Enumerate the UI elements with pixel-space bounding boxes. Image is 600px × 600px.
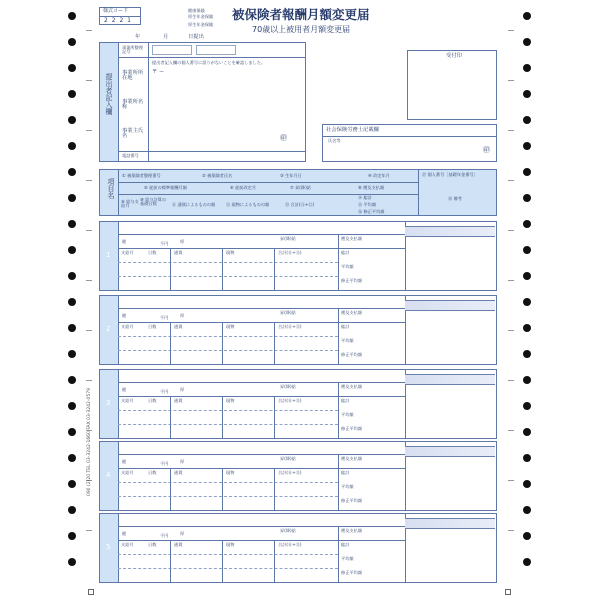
sharoushi-box: [322, 124, 497, 162]
header-revision-month: ④ 改定年月: [368, 173, 390, 178]
adjusted-average-label: 修正平均額: [341, 426, 362, 431]
average-label: 平均額: [341, 484, 354, 489]
insurance-type-1: 健康保険: [188, 8, 205, 13]
goods-label: 現物: [226, 542, 235, 547]
personal-number-strip-2: [405, 300, 495, 311]
header-currency: ⑪ 通貨によるものの額: [172, 202, 216, 207]
reception-stamp-label: 受付印: [446, 53, 462, 59]
kenpo-label: 健: [122, 239, 127, 244]
kounen-label: 厚: [180, 387, 185, 392]
insurance-type-2: 厚生年金保険: [188, 14, 214, 19]
personal-number-strip-4: [405, 446, 495, 457]
personal-number-strip-5: [405, 518, 495, 529]
record-number: 2: [106, 325, 111, 333]
currency-label: 通貨: [174, 470, 183, 475]
record-number: 1: [106, 251, 111, 259]
grand-total-label: 総計: [341, 398, 350, 403]
retro-label: 遡及支払額: [341, 456, 362, 461]
goods-label: 現物: [226, 250, 235, 255]
adjusted-average-label: 修正平均額: [341, 570, 362, 575]
header-birthdate: ③ 生年月日: [280, 173, 302, 178]
grand-total-label: 総計: [341, 470, 350, 475]
header-retro: ⑧ 遡及支払額: [358, 185, 385, 190]
date-day-label: 日提出: [188, 34, 204, 40]
office-number-label: 事業所整理記号: [122, 45, 143, 55]
header-total: ⑬ 合計(⑪+⑫): [285, 202, 315, 207]
total-label: 合計(⑪+⑫): [278, 470, 302, 475]
total-label: 合計(⑪+⑫): [278, 542, 302, 547]
header-raise: ⑦ 昇(降)給: [290, 185, 311, 190]
header-insured-name: ② 被保険者氏名: [202, 173, 233, 178]
total-label: 合計(⑪+⑫): [278, 324, 302, 329]
corner-square-right: [505, 589, 511, 595]
raise-label: 昇(降)給: [280, 456, 296, 461]
personal-number-strip-1: [405, 226, 495, 237]
raise-label: 昇(降)給: [280, 236, 296, 241]
senen-label: 千円: [160, 533, 169, 538]
average-label: 平均額: [341, 264, 354, 269]
pay-month-label: 支給月: [121, 324, 134, 329]
currency-label: 通貨: [174, 398, 183, 403]
header-prev-revision: ⑥ 従前改定月: [230, 185, 257, 190]
pay-month-label: 支給月: [121, 470, 134, 475]
sharoushi-seal-mark: ㊞: [483, 146, 490, 154]
form-code-label: 様式コード: [103, 8, 129, 14]
sharoushi-label: 社会保険労務士記載欄: [326, 127, 379, 133]
retro-label: 遡及支払額: [341, 528, 362, 533]
kenpo-label: 健: [122, 459, 127, 464]
form-title: 被保険者報酬月額変更届: [232, 7, 370, 22]
kounen-label: 厚: [180, 239, 185, 244]
reception-stamp-box: [407, 50, 497, 120]
sharoushi-name-label: 氏名等: [328, 138, 341, 143]
form-subtitle: 70歳以上被用者月額変更届: [252, 25, 351, 34]
form-code-value: 2 2 2 1: [104, 17, 132, 24]
base-days-label: 日数: [148, 470, 157, 475]
average-label: 平均額: [341, 556, 354, 561]
pay-month-label: 支給月: [121, 250, 134, 255]
grand-total-label: 総計: [341, 542, 350, 547]
corner-square-left: [88, 589, 94, 595]
raise-label: 昇(降)給: [280, 384, 296, 389]
owner-name-label: 事業主氏名: [122, 128, 144, 140]
phone-label: 電話番号: [122, 153, 139, 158]
currency-label: 通貨: [174, 542, 183, 547]
date-year-label: 年: [135, 34, 141, 40]
pay-month-label: 支給月: [121, 542, 134, 547]
header-prev-standard: ⑤ 従前の標準報酬月額: [144, 185, 187, 190]
base-days-label: 日数: [148, 542, 157, 547]
total-label: 合計(⑪+⑫): [278, 398, 302, 403]
retro-label: 遡及支払額: [341, 310, 362, 315]
kenpo-label: 健: [122, 313, 127, 318]
header-adjusted-average: ⑯ 修正平均額: [358, 209, 385, 214]
record-number: 5: [106, 543, 111, 551]
record-number: 4: [106, 471, 111, 479]
office-address-label: 事業所所在地: [122, 70, 144, 82]
postal-mark: 〒 ー: [152, 69, 165, 75]
raise-label: 昇(降)給: [280, 310, 296, 315]
average-label: 平均額: [341, 412, 354, 417]
currency-label: 通貨: [174, 324, 183, 329]
senen-label: 千円: [160, 241, 169, 246]
base-days-label: 日数: [148, 250, 157, 255]
adjusted-average-label: 修正平均額: [341, 498, 362, 503]
date-month-label: 月: [163, 34, 169, 40]
header-base-days: ⑩ 給与計算の基礎日数: [140, 197, 167, 207]
item-header-label: 項目名: [107, 178, 115, 199]
goods-label: 現物: [226, 398, 235, 403]
raise-label: 昇(降)給: [280, 528, 296, 533]
header-pay-month: ⑨ 給与支給月: [121, 199, 139, 209]
base-days-label: 日数: [148, 324, 157, 329]
goods-label: 現物: [226, 470, 235, 475]
header-insured-number: ① 被保険者整理番号: [122, 173, 161, 178]
kounen-label: 厚: [180, 531, 185, 536]
retro-label: 遡及支払額: [341, 384, 362, 389]
senen-label: 千円: [160, 389, 169, 394]
insurance-type-3: 厚生年金保険: [188, 22, 214, 27]
header-grand-total: ⑭ 総計: [358, 195, 372, 200]
total-label: 合計(⑪+⑫): [278, 250, 302, 255]
grand-total-label: 総計: [341, 250, 350, 255]
kounen-label: 厚: [180, 313, 185, 318]
header-personal-number: ⑰ 個人番号［基礎年金番号］: [422, 172, 478, 177]
adjusted-average-label: 修正平均額: [341, 278, 362, 283]
kenpo-label: 健: [122, 531, 127, 536]
header-table: [99, 169, 497, 216]
form-code-box: [99, 7, 141, 25]
office-name-label: 事業所名称: [122, 99, 144, 111]
applicant-section-label: 提出者記入欄: [105, 73, 113, 115]
kounen-label: 厚: [180, 459, 185, 464]
record-number: 3: [106, 399, 111, 407]
senen-label: 千円: [160, 315, 169, 320]
applicant-section: [99, 42, 306, 162]
header-goods: ⑫ 現物によるものの額: [226, 202, 270, 207]
goods-label: 現物: [226, 324, 235, 329]
kenpo-label: 健: [122, 387, 127, 392]
personal-number-strip-3: [405, 374, 495, 385]
adjusted-average-label: 修正平均額: [341, 352, 362, 357]
grand-total-label: 総計: [341, 324, 350, 329]
footer-code: 090 (2)20 TEL 03-3242-1660 FAX 03-3242-0579: [87, 388, 92, 497]
header-average: ⑮ 平均額: [358, 202, 377, 207]
header-remarks: ⑱ 備考: [448, 196, 462, 201]
currency-label: 通貨: [174, 250, 183, 255]
retro-label: 遡及支払額: [341, 236, 362, 241]
privacy-notice: 提出者記入欄の個人番号に誤りがないことを確認しました。: [152, 60, 266, 65]
pay-month-label: 支給月: [121, 398, 134, 403]
average-label: 平均額: [341, 338, 354, 343]
base-days-label: 日数: [148, 398, 157, 403]
owner-seal-mark: ㊞: [280, 134, 287, 142]
senen-label: 千円: [160, 461, 169, 466]
